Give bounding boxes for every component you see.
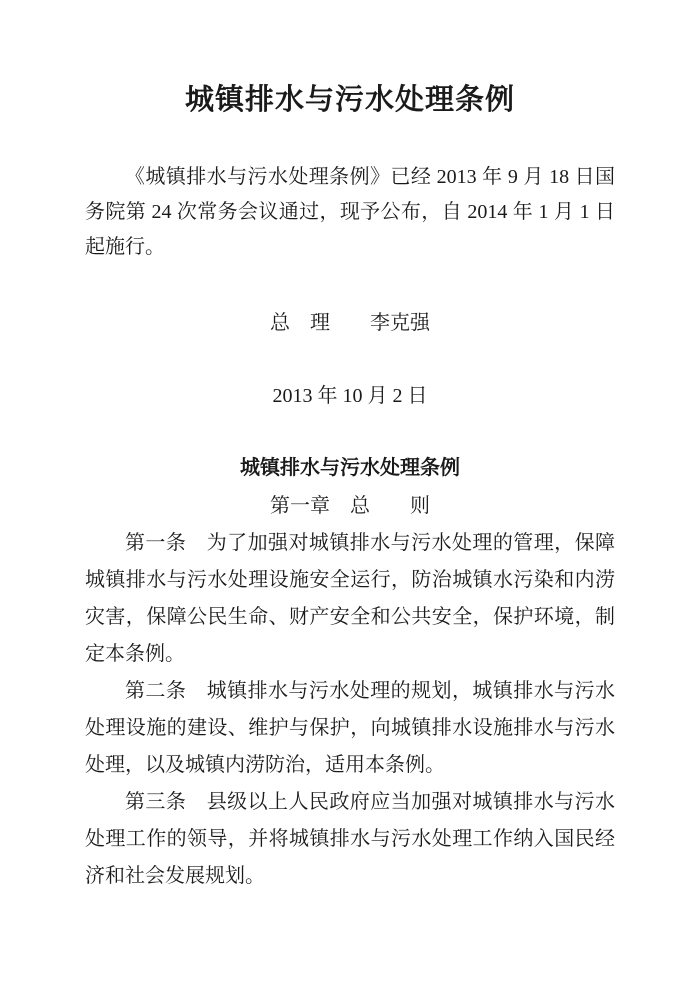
chapter-1-heading: 第一章 总 则 bbox=[270, 495, 430, 517]
article-1-paragraph: 第一条 为了加强对城镇排水与污水处理的管理，保障城镇排水与污水处理设施安全运行，防治城镇水污染和内涝灾害，保障公民生命、财产安全和公共安全，保护环境，制定本条例。 bbox=[85, 532, 615, 665]
promulgation-paragraph: 《城镇排水与污水处理条例》已经 2013 年 9 月 18 日国务院第 24 次常务会议通过，现予公布，自 2014 年 1 月 1 日起施行。 bbox=[85, 166, 615, 258]
article-3-paragraph: 第三条 县级以上人民政府应当加强对城镇排水与污水处理工作的领导，并将城镇排水与污水处理工作纳入国民经济和社会发展规划。 bbox=[85, 791, 615, 887]
regulation-title-heading: 城镇排水与污水处理条例 bbox=[240, 457, 460, 479]
premier-signature: 总 理 李克强 bbox=[270, 312, 430, 334]
promulgation-date: 2013 年 10 月 2 日 bbox=[272, 385, 428, 407]
article-2-paragraph: 第二条 城镇排水与污水处理的规划，城镇排水与污水处理设施的建设、维护与保护，向城镇排水设施排水与污水处理，以及城镇内涝防治，适用本条例。 bbox=[85, 680, 615, 776]
document-title: 城镇排水与污水处理条例 bbox=[184, 84, 515, 116]
